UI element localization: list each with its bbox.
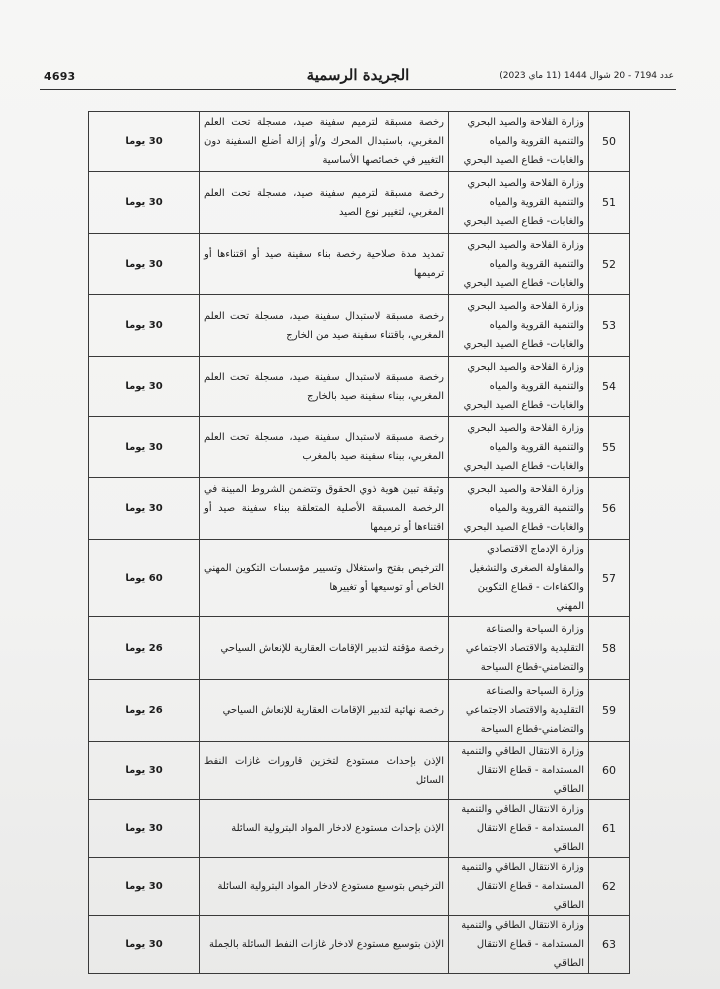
row-number: 51 bbox=[589, 172, 630, 234]
duration-cell: 30 يوما bbox=[89, 800, 200, 858]
table-row bbox=[89, 172, 630, 234]
row-number: 63 bbox=[589, 916, 630, 974]
row-number: 50 bbox=[589, 112, 630, 172]
act-description-cell: رخصة مسبقة لترميم سفينة صيد، مسجلة تحت العلم المغربي، لتغيير نوع الصيد bbox=[200, 172, 449, 234]
act-description-cell: رخصة مسبقة لاستبدال سفينة صيد، مسجلة تحت العلم المغربي، باقتناء سفينة صيد من الخارج bbox=[200, 295, 449, 357]
duration-cell: 26 يوما bbox=[89, 617, 200, 680]
row-number: 55 bbox=[589, 417, 630, 478]
duration-cell: 30 يوما bbox=[89, 295, 200, 357]
administration-cell: وزارة الانتقال الطاقي والتنمية المستدامة - قطاع الانتقال الطاقي bbox=[449, 742, 589, 800]
table-row bbox=[89, 617, 630, 680]
administration-cell: وزارة الفلاحة والصيد البحري والتنمية القروية والمياه والغابات- قطاع الصيد البحري bbox=[449, 357, 589, 417]
row-number: 57 bbox=[589, 540, 630, 617]
row-number: 58 bbox=[589, 617, 630, 680]
act-description-cell: رخصة مسبقة لاستبدال سفينة صيد، مسجلة تحت العلم المغربي، ببناء سفينة صيد بالخارج bbox=[200, 357, 449, 417]
duration-cell: 30 يوما bbox=[89, 112, 200, 172]
act-description-cell: رخصة نهائية لتدبير الإقامات العقارية للإنعاش السياحي bbox=[200, 680, 449, 742]
row-number: 62 bbox=[589, 858, 630, 916]
page-number: 4693 bbox=[44, 70, 76, 83]
row-number: 61 bbox=[589, 800, 630, 858]
act-description-cell: الإذن بإحداث مستودع لتخزين قارورات غازات النفط السائل bbox=[200, 742, 449, 800]
journal-title: الجريدة الرسمية bbox=[306, 66, 410, 84]
act-description-cell: الترخيص بتوسيع مستودع لادخار المواد البترولية السائلة bbox=[200, 858, 449, 916]
administration-cell: وزارة الفلاحة والصيد البحري والتنمية القروية والمياه والغابات- قطاع الصيد البحري bbox=[449, 234, 589, 295]
administration-cell: وزارة الانتقال الطاقي والتنمية المستدامة - قطاع الانتقال الطاقي bbox=[449, 800, 589, 858]
table-row bbox=[89, 417, 630, 478]
act-description-cell: رخصة مسبقة لاستبدال سفينة صيد، مسجلة تحت العلم المغربي، ببناء سفينة صيد بالمغرب bbox=[200, 417, 449, 478]
row-number: 60 bbox=[589, 742, 630, 800]
table-row bbox=[89, 916, 630, 974]
duration-cell: 30 يوما bbox=[89, 417, 200, 478]
page-header bbox=[40, 66, 676, 88]
act-description-cell: رخصة مسبقة لترميم سفينة صيد، مسجلة تحت العلم المغربي، باستبدال المحرك و/أو إزالة أضلع السفينة دون التغيير في خصائصها الأساسية bbox=[200, 112, 449, 172]
administration-cell: وزارة الفلاحة والصيد البحري والتنمية القروية والمياه والغابات- قطاع الصيد البحري bbox=[449, 478, 589, 540]
row-number: 54 bbox=[589, 357, 630, 417]
procedures-table bbox=[88, 111, 630, 974]
table-row bbox=[89, 357, 630, 417]
administration-cell: وزارة الفلاحة والصيد البحري والتنمية القروية والمياه والغابات- قطاع الصيد البحري bbox=[449, 112, 589, 172]
row-number: 53 bbox=[589, 295, 630, 357]
duration-cell: 30 يوما bbox=[89, 234, 200, 295]
procedures-table-wrapper bbox=[88, 111, 630, 974]
table-row bbox=[89, 540, 630, 617]
duration-cell: 30 يوما bbox=[89, 357, 200, 417]
procedures-table-body bbox=[89, 112, 630, 974]
administration-cell: وزارة الانتقال الطاقي والتنمية المستدامة - قطاع الانتقال الطاقي bbox=[449, 858, 589, 916]
duration-cell: 30 يوما bbox=[89, 916, 200, 974]
administration-cell: وزارة الفلاحة والصيد البحري والتنمية القروية والمياه والغابات- قطاع الصيد البحري bbox=[449, 295, 589, 357]
issue-info: عدد 7194 - 20 شوال 1444 (11 ماي 2023) bbox=[499, 71, 674, 81]
duration-cell: 26 يوما bbox=[89, 680, 200, 742]
table-row bbox=[89, 742, 630, 800]
header-divider bbox=[40, 89, 676, 90]
administration-cell: وزارة الانتقال الطاقي والتنمية المستدامة - قطاع الانتقال الطاقي bbox=[449, 916, 589, 974]
duration-cell: 30 يوما bbox=[89, 172, 200, 234]
administration-cell: وزارة الفلاحة والصيد البحري والتنمية القروية والمياه والغابات- قطاع الصيد البحري bbox=[449, 172, 589, 234]
act-description-cell: الإذن بتوسيع مستودع لادخار غازات النفط السائلة بالجملة bbox=[200, 916, 449, 974]
table-row bbox=[89, 680, 630, 742]
table-row bbox=[89, 112, 630, 172]
duration-cell: 30 يوما bbox=[89, 742, 200, 800]
administration-cell: وزارة الفلاحة والصيد البحري والتنمية القروية والمياه والغابات- قطاع الصيد البحري bbox=[449, 417, 589, 478]
administration-cell: وزارة الإدماج الاقتصادي والمقاولة الصغرى والتشغيل والكفاءات - قطاع التكوين المهني bbox=[449, 540, 589, 617]
administration-cell: وزارة السياحة والصناعة التقليدية والاقتصاد الاجتماعي والتضامني-قطاع السياحة bbox=[449, 617, 589, 680]
act-description-cell: الإذن بإحداث مستودع لادخار المواد البترولية السائلة bbox=[200, 800, 449, 858]
administration-cell: وزارة السياحة والصناعة التقليدية والاقتصاد الاجتماعي والتضامني-قطاع السياحة bbox=[449, 680, 589, 742]
duration-cell: 60 يوما bbox=[89, 540, 200, 617]
table-row bbox=[89, 234, 630, 295]
row-number: 59 bbox=[589, 680, 630, 742]
act-description-cell: تمديد مدة صلاحية رخصة بناء سفينة صيد أو اقتناءها أو ترميمها bbox=[200, 234, 449, 295]
table-row bbox=[89, 478, 630, 540]
table-row bbox=[89, 800, 630, 858]
duration-cell: 30 يوما bbox=[89, 478, 200, 540]
duration-cell: 30 يوما bbox=[89, 858, 200, 916]
table-row bbox=[89, 295, 630, 357]
act-description-cell: وثيقة تبين هوية ذوي الحقوق وتتضمن الشروط المبينة في الرخصة المسبقة الأصلية المتعلقة ببناء سفينة صيد أو اقتناءها أو ترميمها bbox=[200, 478, 449, 540]
act-description-cell: رخصة مؤقتة لتدبير الإقامات العقارية للإنعاش السياحي bbox=[200, 617, 449, 680]
act-description-cell: الترخيص بفتح واستغلال وتسيير مؤسسات التكوين المهني الخاص أو توسيعها أو تغييرها bbox=[200, 540, 449, 617]
table-row bbox=[89, 858, 630, 916]
row-number: 56 bbox=[589, 478, 630, 540]
row-number: 52 bbox=[589, 234, 630, 295]
